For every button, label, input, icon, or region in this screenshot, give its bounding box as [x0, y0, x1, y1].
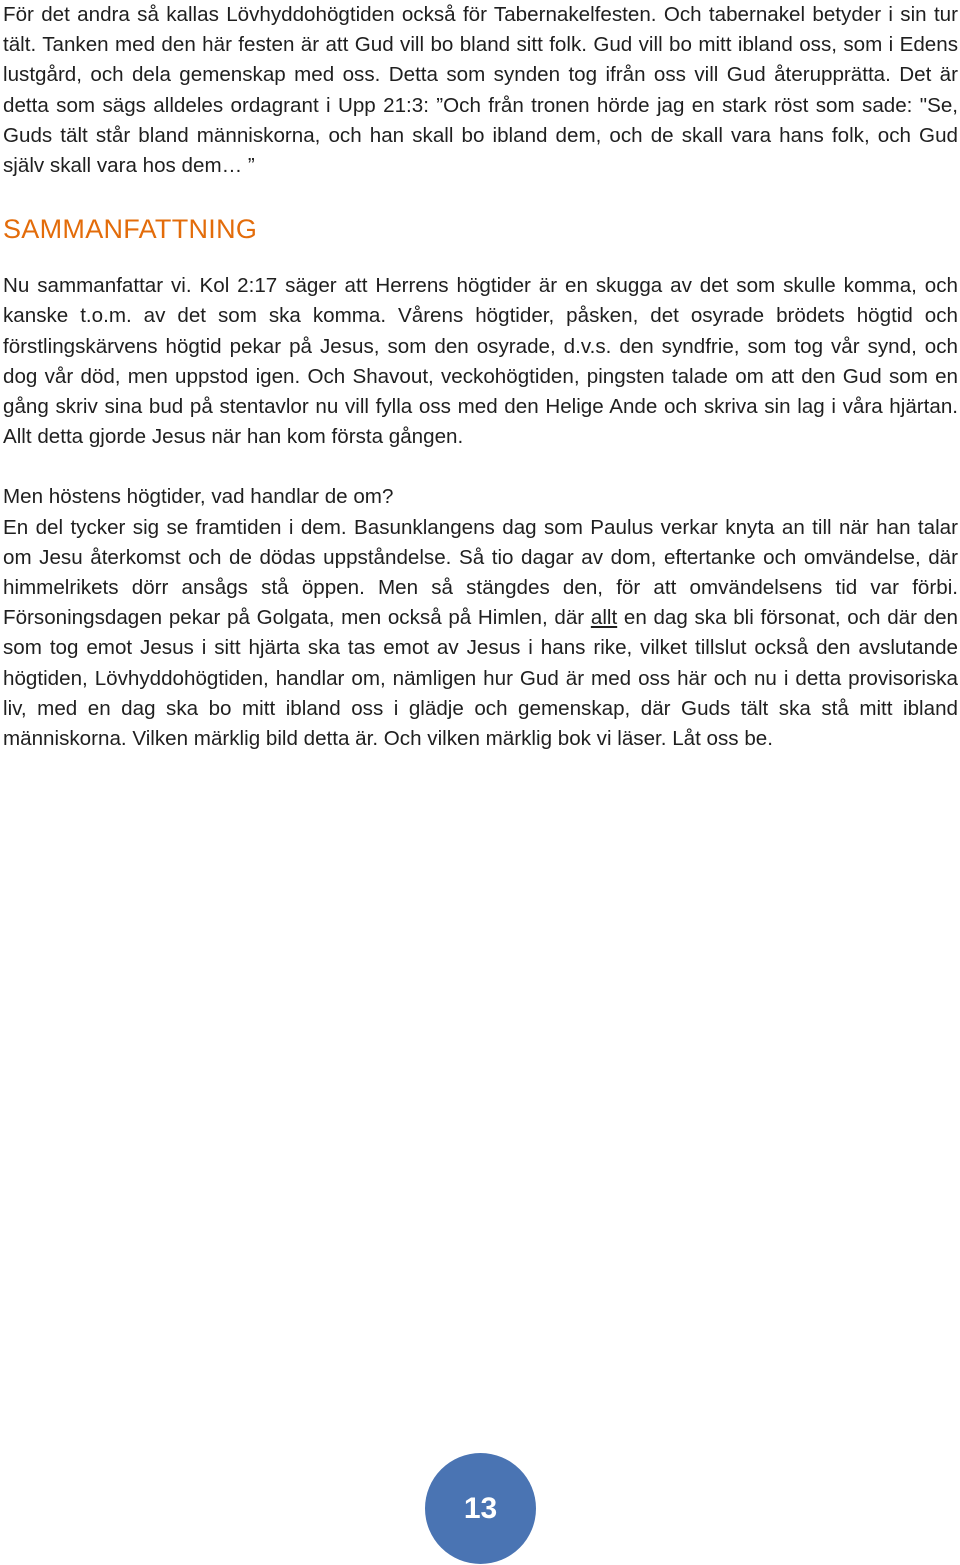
page-number-text: 13	[463, 1491, 498, 1525]
question-line: Men höstens högtider, vad handlar de om?	[3, 485, 394, 509]
document-page	[3, 0, 958, 754]
paragraph-summary: Nu sammanfattar vi. Kol 2:17 säger att Herrens högtider är en skugga av det som skulle komma, och kanske t.o.m. av det som ska komma. Vårens högtider, påsken, det osyrade brödets högtid och förstlingskärvens högtid pekar på Jesus, som den osyrade, d.v.s. den syndfrie, som tog vår synd, och dog vår död, men uppstod igen. Och Shavout, veckohögtiden, pingsten talade om att den Gud som en gång skriv sina bud på stentavlor nu vill fylla oss med den Helige Ande och skriva sin lag i våra hjärtan. Allt detta gjorde Jesus när han kom första gången.	[3, 274, 958, 449]
underlined-word: allt	[590, 606, 618, 630]
body-text: Basunklangens dag som Paulus verkar knyta an till när han talar om Jesu återkomst och de dödas uppståndelse. Så tio dagar av dom, eftertanke och omvändelse, där himmelrikets dörr ansågs stå öppen. Men så stängdes den, för att omvändelsens tid var förbi. Försoningsdagen pekar på Golgata, men också på Himlen, där	[3, 515, 958, 630]
section-heading-summary: SAMMANFATTNING	[3, 214, 258, 245]
body-text-continued: en dag ska bli försonat, och där den som tog emot Jesus i sitt hjärta ska tas emot av Jesus i hans rike, vilket tillslut också den avslutande högtiden, Lövhyddohögtiden, handlar om, nämligen hur Gud är med oss här och nu i detta provisoriska liv, med en dag ska bo mitt ibland oss i glädje och gemenskap, där Guds tält ska stå mitt ibland människorna. Vilken märklig bild detta är. Och vilken märklig bok vi läser. Låt oss be.	[3, 606, 958, 751]
paragraph-autumn-feasts	[3, 482, 958, 754]
paragraph-tabernacle: För det andra så kallas Lövhyddohögtiden också för Tabernakelfesten. Och tabernakel betyder i sin tur tält. Tanken med den här festen är att Gud vill bo bland sitt folk. Gud vill bo mitt ibland oss, som i Edens lustgård, och dela gemenskap med oss. Detta som synden tog ifrån oss vill Gud återupprätta. Det är detta som sägs alldeles ordagrant i Upp 21:3: ”Och från tronen hörde jag en stark röst som sade: "Se, Guds tält står bland människorna, och han skall bo ibland dem, och de skall vara hans folk, och Gud själv skall vara hos dem… ”	[3, 3, 958, 178]
intro-sentence: En del tycker sig se framtiden i dem.	[3, 515, 347, 539]
page-number-badge	[425, 1453, 536, 1564]
